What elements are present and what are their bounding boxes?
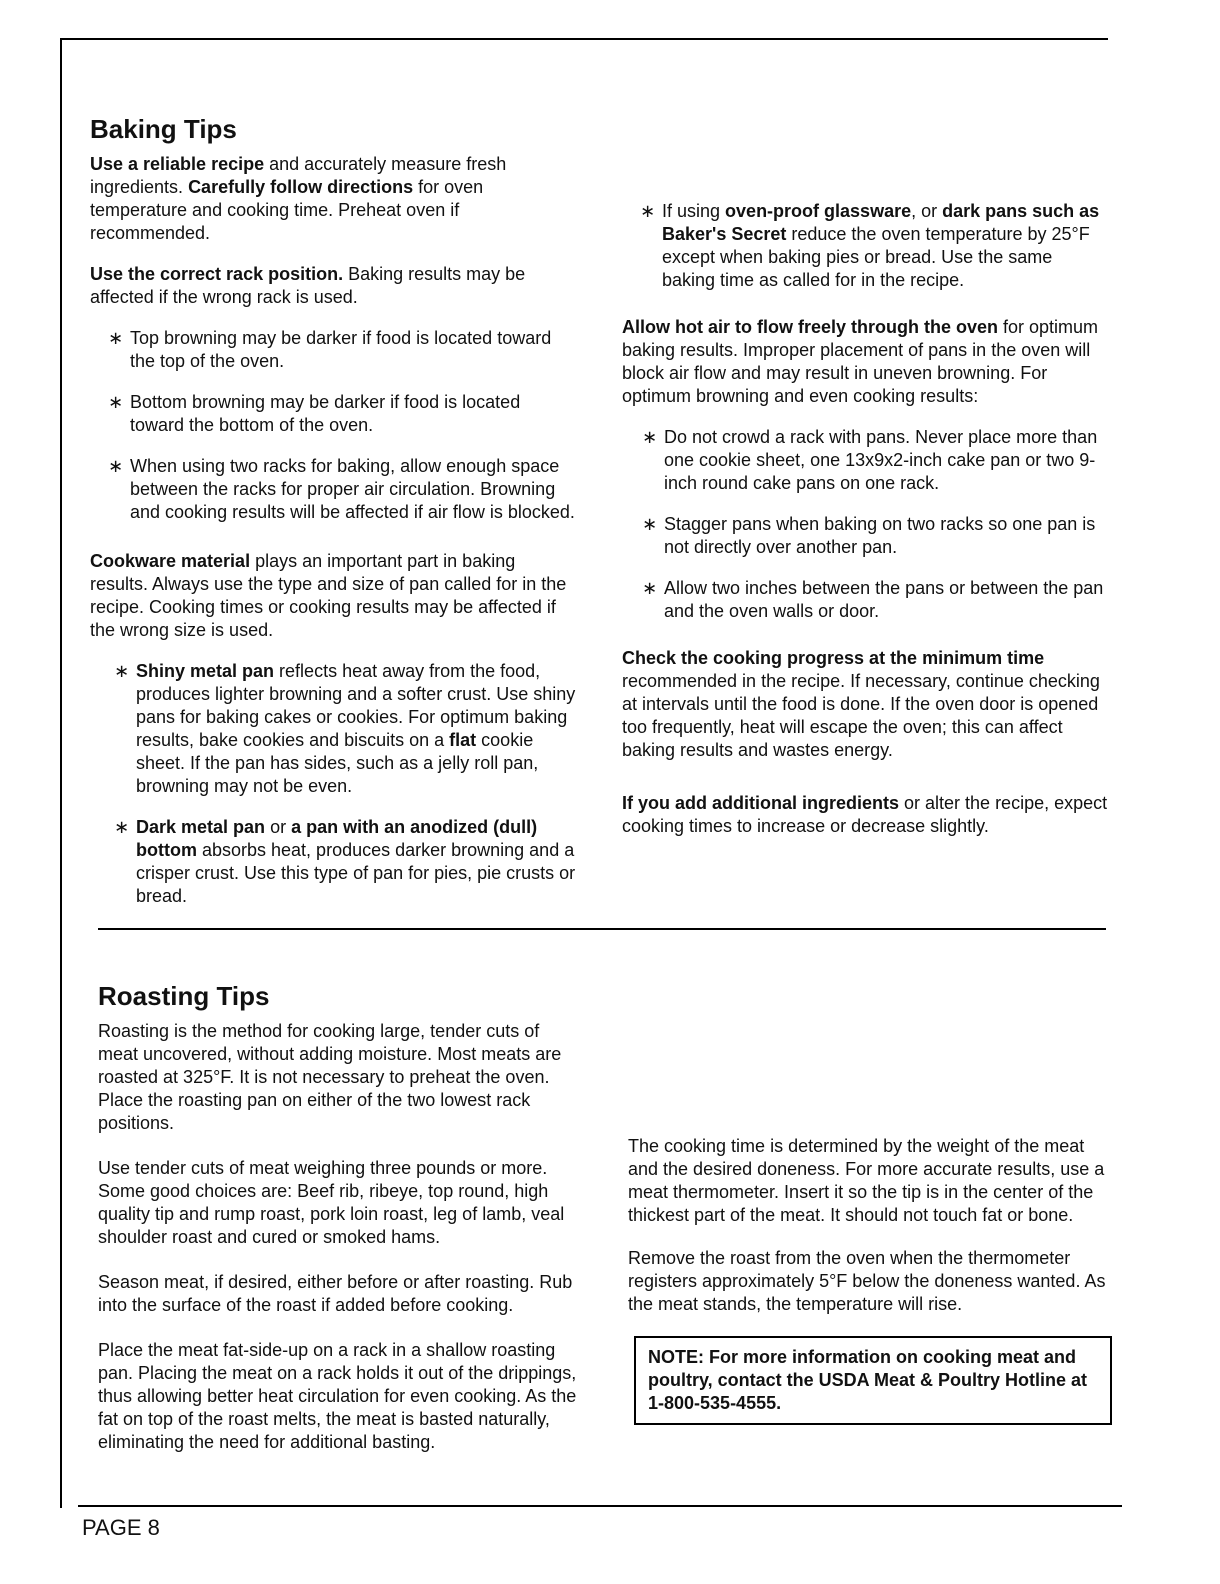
list-item: ∗ Stagger pans when baking on two racks so one pan is not directly over another pan. [642,513,1110,559]
rack-bullet-list [108,327,578,524]
list-item: ∗ Bottom browning may be darker if food is located toward the bottom of the oven. [108,391,578,437]
roasting-para-6: Remove the roast from the oven when the thermometer registers approximately 5°F below the doneness wanted. As the meat stands, the temperature will rise. [628,1248,1106,1314]
baking-para-rack: Use the correct rack position. Baking results may be affected if the wrong rack is used. [90,264,526,307]
baking-para-airflow: Allow hot air to flow freely through the oven for optimum baking results. Improper placement of pans in the oven will block air flow and may result in uneven browning. For optimum browning and even cooking results: [622,317,1099,406]
pan-bullet-list [114,660,578,908]
roasting-right-column [628,1135,1112,1425]
glassware-bullet-list [640,200,1110,292]
roasting-para-5: The cooking time is determined by the weight of the meat and the desired doneness. For more accurate results, use a meat thermometer. Insert it so the tip is in the center of the thickest part of the meat. It should not touch fat or bone. [628,1136,1105,1225]
list-item: ∗ Shiny metal pan reflects heat away from the food, produces lighter browning and a softer crust. Use shiny pans for baking cakes or cookies. For optimum baking results, bake cookies and biscuits on a flat cookie sheet. If the pan has sides, such as a jelly roll pan, browning may not be even. [114,660,578,798]
roasting-para-1: Roasting is the method for cooking large, tender cuts of meat uncovered, without adding moisture. Most meats are roasted at 325°F. It is not necessary to preheat the oven. Place the roasting pan on either of the two lowest rack positions. [98,1021,562,1133]
baking-left-column [90,114,578,928]
left-rule [60,38,62,1508]
list-item: ∗ Allow two inches between the pans or between the pan and the oven walls or door. [642,577,1110,623]
roasting-para-3: Season meat, if desired, either before or after roasting. Rub into the surface of the roast if added before cooking. [98,1272,573,1315]
baking-right-column [622,200,1110,856]
list-item: ∗ Top browning may be darker if food is located toward the top of the oven. [108,327,578,373]
baking-para-progress: Check the cooking progress at the minimum time recommended in the recipe. If necessary, continue checking at intervals until the food is done. If the oven door is opened too frequently, heat will escape the oven; this can affect baking results and wastes energy. [622,648,1100,760]
baking-para-cookware: Cookware material plays an important part in baking results. Always use the type and size of pan called for in the recipe. Cooking times or cooking results may be affected if the wrong size is used. [90,551,567,640]
airflow-bullet-list [642,426,1110,623]
bottom-rule [78,1505,1122,1507]
roasting-para-2: Use tender cuts of meat weighing three pounds or more. Some good choices are: Beef rib, ribeye, top round, high quality tip and rump roast, pork loin roast, leg of lamb, veal shoulder roast and cured or smoked hams. [98,1158,565,1247]
usda-note-box: NOTE: For more information on cooking meat and poultry, contact the USDA Meat & Poultry Hotline at 1-800-535-4555. [634,1336,1112,1425]
list-item: ∗ Dark metal pan or a pan with an anodized (dull) bottom absorbs heat, produces darker browning and a crisper crust. Use this type of pan for pies, pie crusts or bread. [114,816,578,908]
baking-para-recipe: Use a reliable recipe and accurately measure fresh ingredients. Carefully follow directions for oven temperature and cooking time. Preheat oven if recommended. [90,154,507,243]
roasting-left-column [98,981,582,1472]
list-item: ∗ Do not crowd a rack with pans. Never place more than one cookie sheet, one 13x9x2-inch cake pan or two 9-inch round cake pans on one rack. [642,426,1110,495]
page-number: PAGE 8 [82,1515,160,1540]
middle-rule [98,928,1106,930]
list-item: ∗ When using two racks for baking, allow enough space between the racks for proper air circulation. Browning and cooking results will be affected if air flow is blocked. [108,455,578,524]
baking-para-ingredients: If you add additional ingredients or alter the recipe, expect cooking times to increase or decrease slightly. [622,793,1108,836]
roasting-title: Roasting Tips [98,981,270,1011]
top-rule [60,38,1108,40]
list-item: ∗ If using oven-proof glassware, or dark pans such as Baker's Secret reduce the oven temperature by 25°F except when baking pies or bread. Use the same baking time as called for in the recipe. [640,200,1110,292]
baking-title: Baking Tips [90,114,237,144]
roasting-para-4: Place the meat fat-side-up on a rack in a shallow roasting pan. Placing the meat on a rack holds it out of the drippings, thus allowing better heat circulation for even cooking. As the fat on top of the roast melts, the meat is basted naturally, eliminating the need for additional basting. [98,1340,577,1452]
